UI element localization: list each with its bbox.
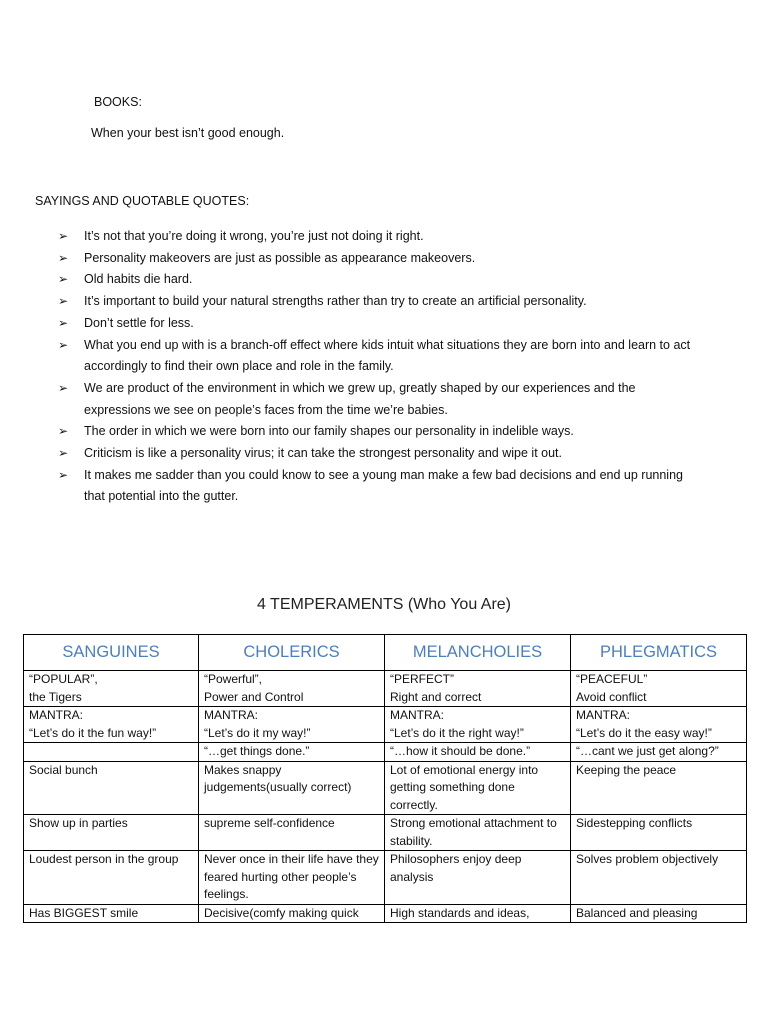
quote-text: Old habits die hard.: [84, 272, 193, 287]
quote-item: [58, 443, 698, 465]
arrow-bullet-icon: [58, 226, 74, 248]
table-row: [24, 815, 747, 851]
quotes-list: [58, 226, 698, 508]
table-row: [24, 904, 747, 923]
quote-text: Don’t settle for less.: [84, 315, 194, 330]
quote-item: [58, 378, 698, 421]
table-cell: Has BIGGEST smile: [24, 904, 199, 923]
table-cell: High standards and ideas,: [385, 904, 571, 923]
quote-text: We are product of the environment in which we grew up, greatly shaped by our experiences and the expressions we see on people’s faces from the time we’re babies.: [84, 380, 636, 417]
table-cell: “…cant we just get along?”: [571, 743, 747, 762]
table-cell: [24, 743, 199, 762]
table-cell: Social bunch: [24, 761, 199, 815]
table-cell: Keeping the peace: [571, 761, 747, 815]
quote-text: The order in which we were born into our family shapes our personality in indelible ways.: [84, 424, 574, 439]
table-cell: “PEACEFUL” Avoid conflict: [571, 671, 747, 707]
table-cell: “PERFECT” Right and correct: [385, 671, 571, 707]
table-cell: “Powerful”, Power and Control: [199, 671, 385, 707]
table-cell: Decisive(comfy making quick: [199, 904, 385, 923]
book-title: When your best isn’t good enough.: [91, 126, 285, 140]
quote-item: [58, 465, 698, 508]
table-cell: Loudest person in the group: [24, 851, 199, 905]
table-row: [24, 851, 747, 905]
table-cell: MANTRA: “Let’s do it the fun way!”: [24, 707, 199, 743]
arrow-bullet-icon: [58, 335, 74, 357]
table-cell: “…get things done.”: [199, 743, 385, 762]
quote-item: [58, 335, 698, 378]
table-row: [24, 707, 747, 743]
table-cell: “…how it should be done.”: [385, 743, 571, 762]
arrow-bullet-icon: [58, 269, 74, 291]
quote-item: [58, 421, 698, 443]
quote-item: [58, 269, 698, 291]
quote-item: [58, 291, 698, 313]
quote-item: [58, 313, 698, 335]
quote-text: It’s important to build your natural strengths rather than try to create an artificial personality.: [84, 294, 587, 309]
quote-text: It’s not that you’re doing it wrong, you’re just not doing it right.: [84, 229, 424, 243]
table-row: [24, 761, 747, 815]
quote-text: What you end up with is a branch-off effect where kids intuit what situations they are born into and learn to act accordingly to find their own place and role in the family.: [84, 337, 691, 374]
header-sanguines: SANGUINES: [24, 635, 199, 671]
table-cell: Never once in their life have they feared hurting other people’s feelings.: [199, 851, 385, 905]
arrow-bullet-icon: [58, 443, 74, 465]
table-cell: Lot of emotional energy into getting something done correctly.: [385, 761, 571, 815]
table-cell: Sidestepping conflicts: [571, 815, 747, 851]
arrow-bullet-icon: [58, 313, 74, 335]
table-cell: Strong emotional attachment to stability.: [385, 815, 571, 851]
arrow-bullet-icon: [58, 465, 74, 487]
table-cell: Solves problem objectively: [571, 851, 747, 905]
table-row: [24, 743, 747, 762]
table-cell: Makes snappy judgements(usually correct): [199, 761, 385, 815]
table-cell: Balanced and pleasing: [571, 904, 747, 923]
table-cell: MANTRA: “Let’s do it the easy way!”: [571, 707, 747, 743]
table-body: [24, 671, 747, 923]
quote-item: [58, 226, 698, 248]
table-cell: MANTRA: “Let’s do it the right way!”: [385, 707, 571, 743]
books-heading: BOOKS:: [94, 95, 142, 109]
quote-text: It makes me sadder than you could know to see a young man make a few bad decisions and end up running that potential into the gutter.: [84, 467, 683, 504]
table-row: [24, 671, 747, 707]
table-cell: Show up in parties: [24, 815, 199, 851]
table-cell: “POPULAR”, the Tigers: [24, 671, 199, 707]
header-melancholies: MELANCHOLIES: [385, 635, 571, 671]
header-cholerics: CHOLERICS: [199, 635, 385, 671]
arrow-bullet-icon: [58, 291, 74, 313]
temperaments-title: 4 TEMPERAMENTS (Who You Are): [256, 596, 511, 613]
quote-text: Personality makeovers are just as possible as appearance makeovers.: [84, 250, 476, 265]
quote-text: Criticism is like a personality virus; it can take the strongest personality and wipe it out.: [84, 446, 562, 461]
arrow-bullet-icon: [58, 248, 74, 270]
table-cell: Philosophers enjoy deep analysis: [385, 851, 571, 905]
sayings-heading: SAYINGS AND QUOTABLE QUOTES:: [35, 194, 250, 208]
table-cell: supreme self-confidence: [199, 815, 385, 851]
arrow-bullet-icon: [58, 378, 74, 400]
table-header-row: [24, 635, 747, 671]
header-phlegmatics: PHLEGMATICS: [571, 635, 747, 671]
arrow-bullet-icon: [58, 421, 74, 443]
quote-item: [58, 248, 698, 270]
temperaments-table: [23, 634, 747, 923]
table-cell: MANTRA: “Let’s do it my way!”: [199, 707, 385, 743]
